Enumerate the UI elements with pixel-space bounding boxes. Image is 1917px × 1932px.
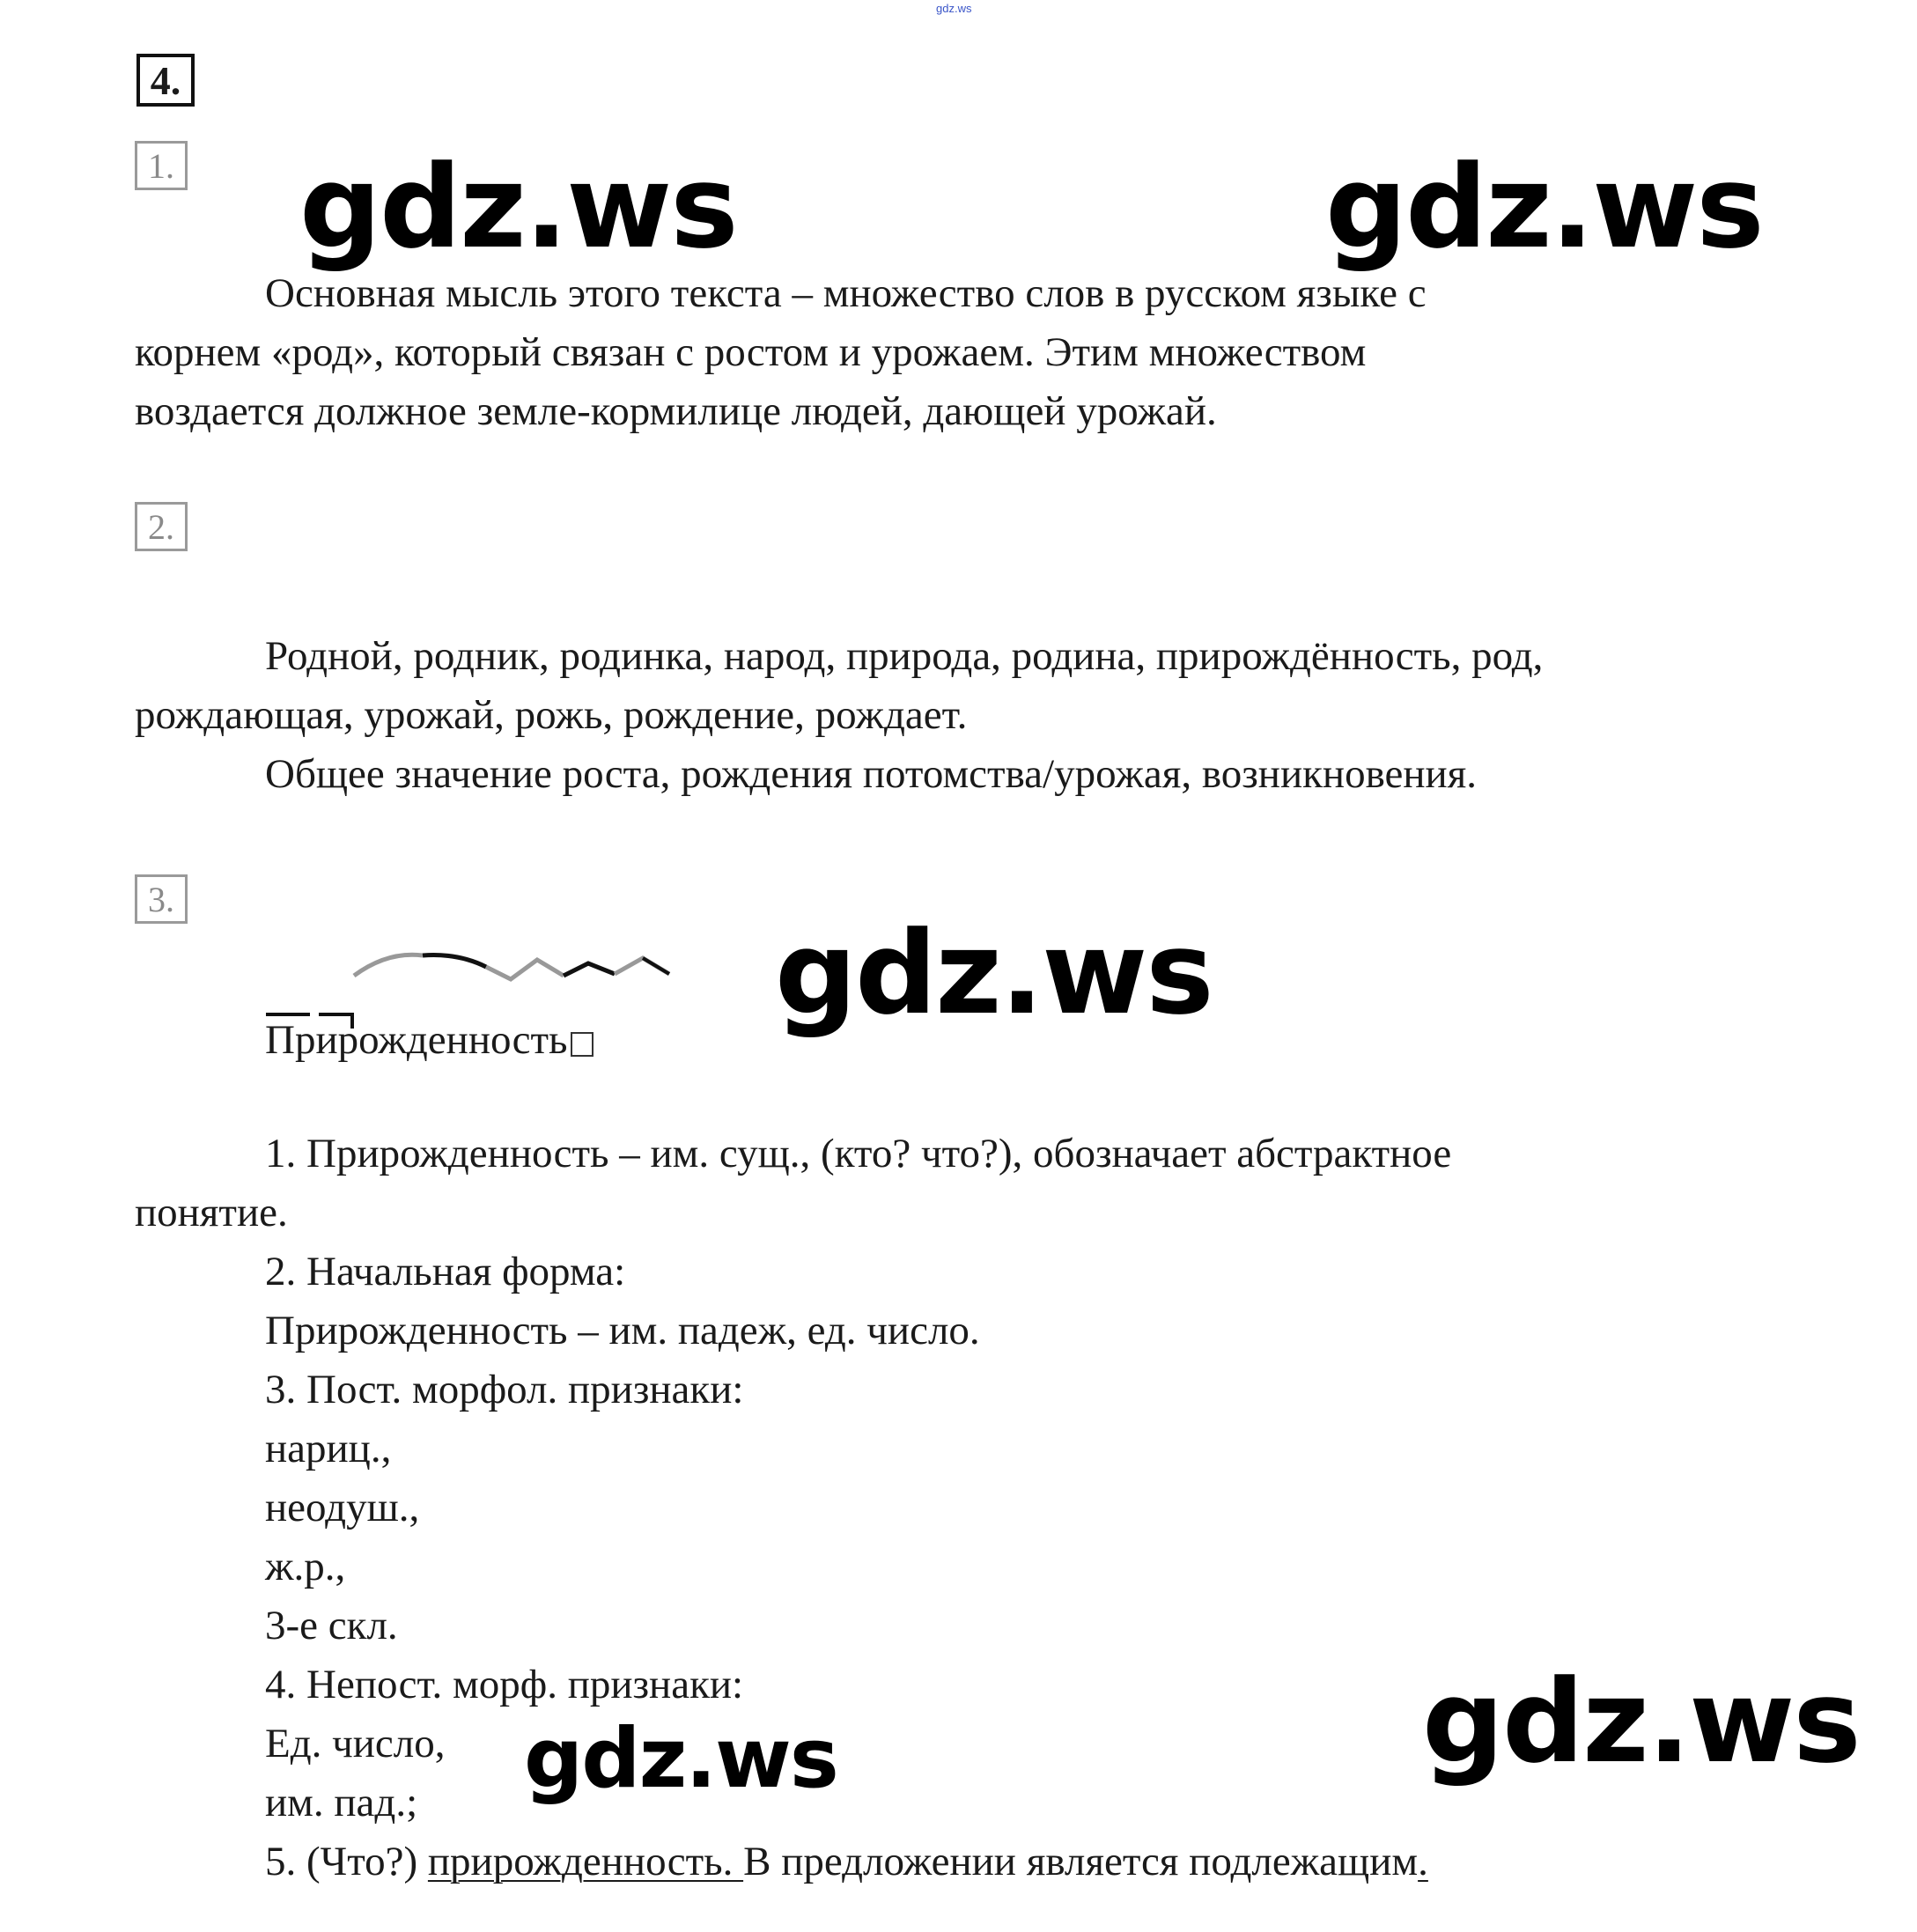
analysis-line-5 xyxy=(135,1832,1451,1891)
section-1-text xyxy=(135,264,1427,441)
paragraph-line: воздается должное земле-кормилице людей, дающей урожай. xyxy=(135,388,1217,434)
watermark-4: gdz.ws xyxy=(1422,1655,1860,1788)
root-arc-left xyxy=(354,955,423,976)
analysis-line: нариц., xyxy=(265,1426,392,1471)
word-list-line: Родной, родник, родинка, народ, природа, родина, прирождённость, род, xyxy=(265,633,1544,679)
section-number-2: 2. xyxy=(135,502,188,551)
watermark-5: gdz.ws xyxy=(524,1711,837,1807)
section-number-1: 1. xyxy=(135,141,188,190)
section-number-3: 3. xyxy=(135,874,188,924)
section-2-text xyxy=(135,627,1543,804)
watermark-2: gdz.ws xyxy=(1325,140,1763,274)
analysis-line: Прирожденность – им. падеж, ед. число. xyxy=(265,1308,980,1353)
analysis-line: 1. Прирожденность – им. сущ., (кто? что?), обозначает абстрактное xyxy=(265,1131,1452,1176)
analysis-line: Ед. число, xyxy=(265,1721,446,1766)
analysis-line: им. пад.; xyxy=(265,1780,418,1825)
watermark-3: gdz.ws xyxy=(775,906,1213,1040)
analysis-line: 3-е скл. xyxy=(265,1603,398,1648)
watermark-1: gdz.ws xyxy=(299,140,737,274)
paragraph-line: корнем «род», который связан с ростом и урожаем. Этим множеством xyxy=(135,329,1367,375)
analysis-line: понятие. xyxy=(135,1190,288,1235)
suffix-mark-4 xyxy=(643,958,669,974)
line-rest: В предложении является подлежащим xyxy=(743,1839,1419,1884)
suffix-mark-2 xyxy=(564,963,615,976)
line-end: . xyxy=(1418,1839,1428,1884)
root-arc-right xyxy=(423,955,486,967)
task-number-box: 4. xyxy=(136,54,195,107)
word-list-line: рождающая, урожай, рожь, рождение, рождает. xyxy=(135,692,968,738)
paragraph-line: Основная мысль этого текста – множество слов в русском языке с xyxy=(265,270,1427,316)
suffix-mark-1 xyxy=(486,960,564,979)
parsed-word-text: Прирожденность xyxy=(265,1017,568,1063)
ending-box-icon xyxy=(571,1032,594,1057)
line-prefix: 5. (Что?) xyxy=(265,1839,428,1884)
parsed-word xyxy=(265,1011,594,1070)
underlined-subject: прирожденность. xyxy=(427,1839,744,1884)
analysis-line: неодуш., xyxy=(265,1485,420,1530)
meaning-line: Общее значение роста, рождения потомства/урожая, возникновения. xyxy=(265,751,1478,797)
header-mark: gdz.ws xyxy=(936,2,972,15)
analysis-line: ж.р., xyxy=(265,1544,346,1589)
analysis-line: 3. Пост. морфол. признаки: xyxy=(265,1367,744,1412)
analysis-line: 4. Непост. морф. признаки: xyxy=(265,1662,744,1707)
suffix-mark-3 xyxy=(615,958,669,974)
analysis-line: 2. Начальная форма: xyxy=(265,1249,626,1294)
